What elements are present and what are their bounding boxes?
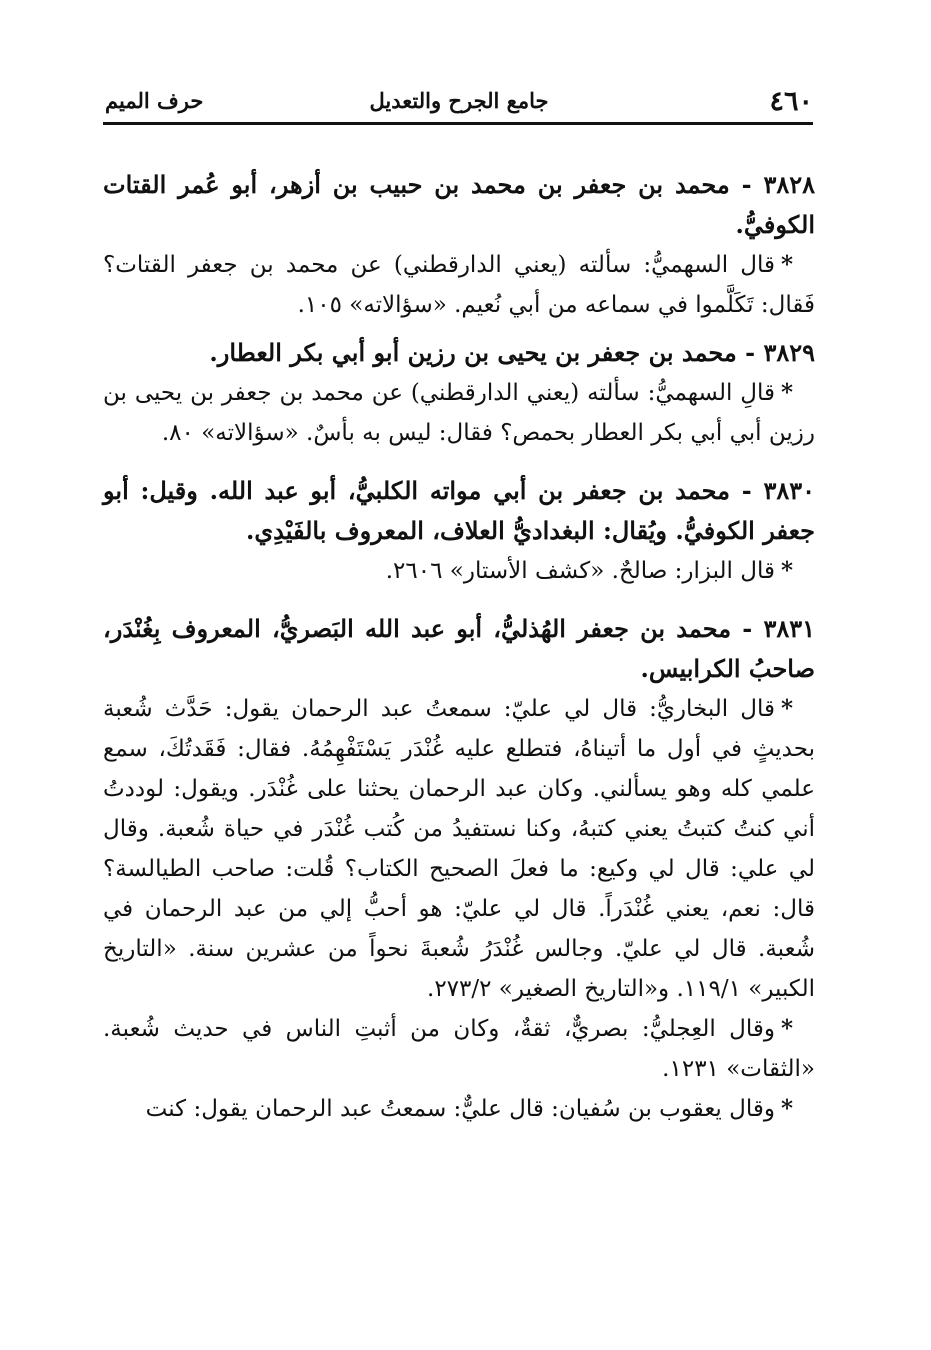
page-header: [105, 82, 813, 122]
entry-3829: [103, 333, 815, 453]
header-divider: [103, 122, 813, 125]
entry-heading: [103, 333, 815, 373]
page-body: [103, 165, 815, 1137]
star-bullet-icon: *: [780, 379, 793, 406]
entry-paragraph: *قال البخاريُّ: قال لي عليّ: سمعتُ عبد الرحمان يقول: حَدَّث شُعبة بحديثٍ في أول ما أتيناهُ، فتطلع عليه غُنْدَر يَسْتَفْهِمُهُ. فقال: فَقَدتُكَ، سمع علمي كله وهو يسألني. وكان عبد الرحمان يحثنا على غُنْدَر. ويقول: لوددتُ أني كنتُ كتبتُ يعني كتبهُ، وكنا نستفيدُ من كُتب غُنْدَر في حياة شُعبة. وقال لي علي: قال لي وكيع: ما فعلَ الصحيح الكتاب؟ قُلت: صاحب الطيالسة؟ قال: نعم، يعني غُنْدَراً. قال لي عليّ: هو أحبُّ إلي من عبد الرحمان في شُعبة. قال لي عليّ. وجالس غُنْدَرُ شُعبةَ نحواً من عشرين سنة. «التاريخ الكبير» ١١٩/١. و«التاريخ الصغير» ٢٧٣/٢.: [103, 695, 815, 1002]
entry-heading-text: - محمد بن جعفر بن يحيى بن رزين أبو أبي بكر العطار.: [209, 338, 756, 367]
entry-paragraph: *وقال العِجليُّ: بصريٌّ، ثقةٌ، وكان من أثبتِ الناس في حديث شُعبة. «الثقات» ١٢٣١.: [103, 1015, 815, 1082]
entry-heading: [103, 609, 815, 689]
star-bullet-icon: *: [780, 557, 793, 584]
entry-3830: [103, 471, 815, 591]
star-bullet-icon: *: [780, 1095, 793, 1122]
entry-number: ٣٨٣١: [763, 614, 816, 643]
entry-heading: [103, 471, 815, 551]
page-number: ٤٦٠: [769, 86, 813, 117]
star-bullet-icon: *: [780, 251, 793, 278]
entry-number: ٣٨٣٠: [763, 476, 816, 505]
entry-paragraph: *قال البزار: صالحٌ. «كشف الأستار» ٢٦٠٦.: [385, 557, 793, 584]
entry-3828: [103, 165, 815, 325]
entry-paragraph: *وقال يعقوب بن سُفيان: قال عليٌّ: سمعتُ عبد الرحمان يقول: كنت: [145, 1095, 793, 1122]
entry-heading-text: - محمد بن جعفر الهُذليُّ، أبو عبد الله البَصريُّ، المعروف بِغُنْدَر، صاحبُ الكرابيس.: [103, 614, 815, 683]
section-title: حرف الميم: [105, 88, 204, 113]
book-title: جامع الجرح والتعديل: [369, 88, 549, 113]
entry-number: ٣٨٢٨: [763, 170, 816, 199]
entry-paragraph: *قالِ السهميُّ: سألته (يعني الدارقطني) عن محمد بن جعفر بن يحيى بن رزين أبي أبي بكر العطار بحمص؟ فقال: ليس به بأسٌ. «سؤالاته» ٨٠.: [103, 379, 815, 446]
entry-heading-text: - محمد بن جعفر بن أبي مواته الكلبيُّ، أبو عبد الله. وقيل: أبو جعفر الكوفيُّ. ويُقال: البغداديُّ العلاف، المعروف بالفَيْدِي.: [103, 476, 815, 545]
star-bullet-icon: *: [780, 695, 793, 722]
entry-number: ٣٨٢٩: [763, 338, 815, 367]
entry-heading: [103, 165, 815, 245]
entry-paragraph: *قال السهميُّ: سألته (يعني الدارقطني) عن محمد بن جعفر القتات؟ فَقال: تَكَلَّموا في سماعه من أبي نُعيم. «سؤالاته» ١٠٥.: [103, 251, 815, 318]
entry-3831: [103, 609, 815, 1129]
star-bullet-icon: *: [780, 1015, 793, 1042]
entry-heading-text: - محمد بن جعفر بن محمد بن حبيب بن أزهر، أبو عُمر القتات الكوفيُّ.: [103, 170, 815, 239]
